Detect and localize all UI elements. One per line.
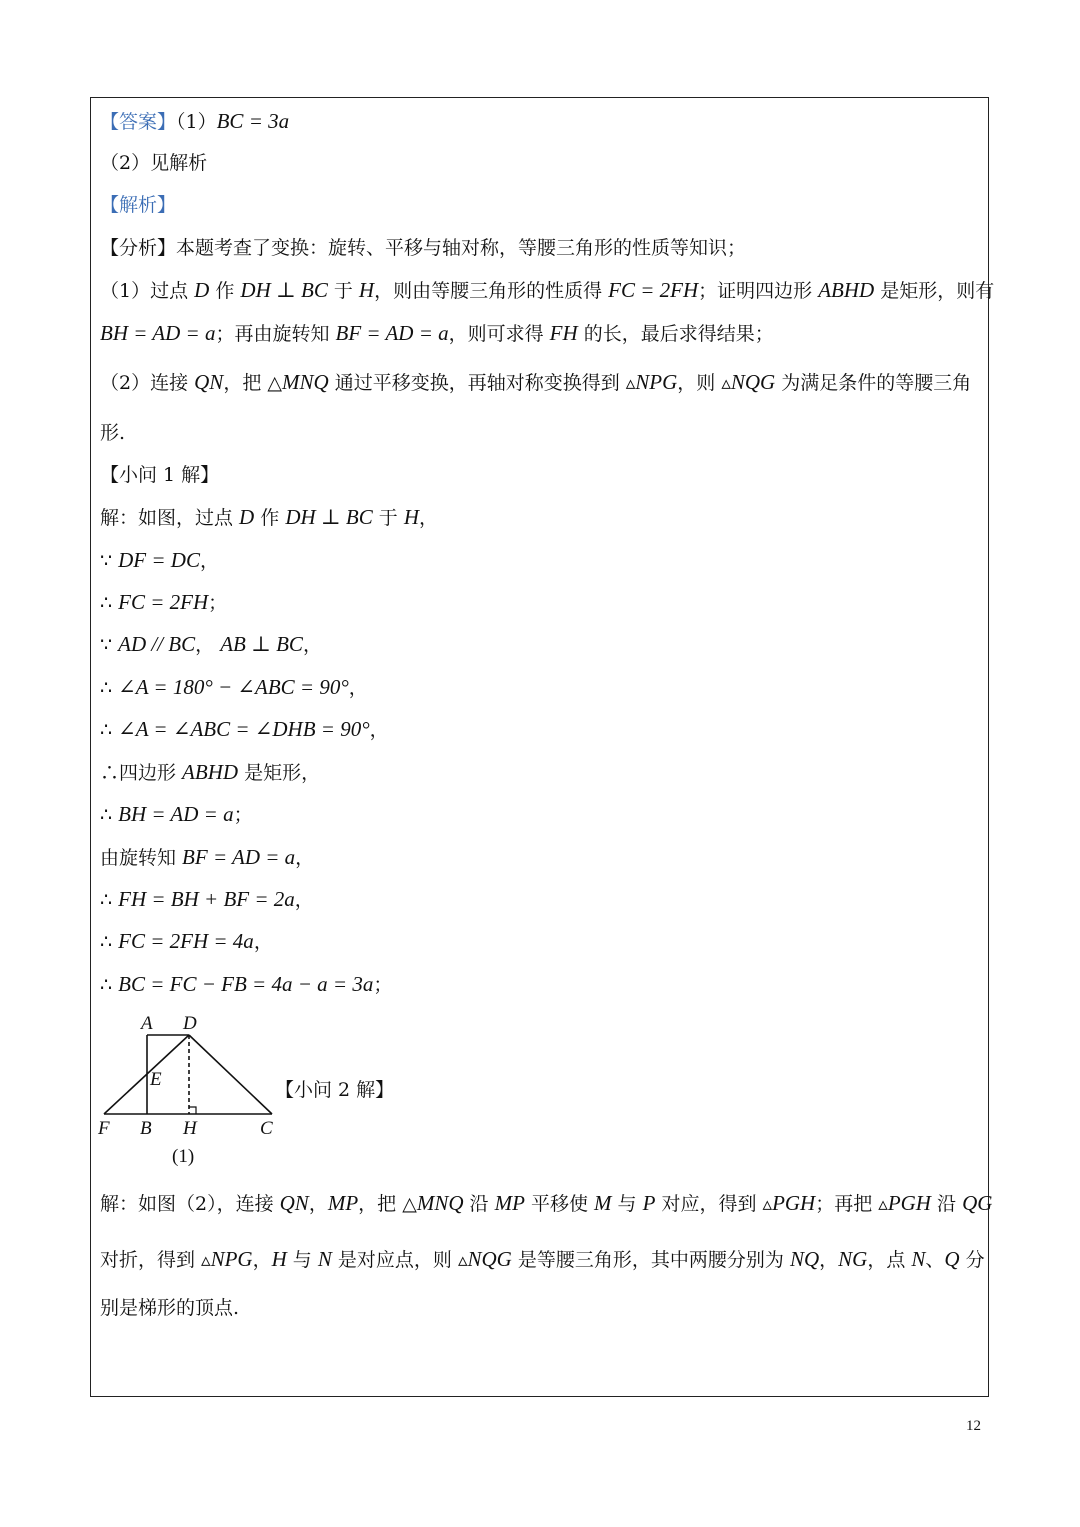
text-segment: 是矩形，则有 xyxy=(874,280,995,302)
math-expression: FC = 2FH xyxy=(118,590,209,614)
q1-line xyxy=(100,760,320,785)
text-segment: 是矩形， xyxy=(238,762,321,784)
math-expression: D xyxy=(194,278,210,302)
q2-tag: 【小问 2 解】 xyxy=(275,1079,395,1101)
text-segment: 对应，得到 ▵ xyxy=(655,1193,773,1215)
text-segment: ， xyxy=(253,931,273,953)
answer-part1-expr: BC = 3a xyxy=(216,109,290,133)
text-segment: 的长，最后求得结果； xyxy=(577,323,774,345)
q1-tag: 【小问 1 解】 xyxy=(100,464,220,486)
text-segment: 沿 xyxy=(930,1193,963,1215)
figure-caption: (1) xyxy=(172,1146,195,1167)
text-segment: 由旋转知 xyxy=(100,847,183,869)
text-segment: ，把 △ xyxy=(358,1193,417,1215)
q1-line xyxy=(100,972,392,997)
math-expression: BH = AD = a xyxy=(100,321,216,345)
fenxi-text: 本题考查了变换：旋转、平移与轴对称，等腰三角形的性质等知识； xyxy=(176,237,747,259)
text-segment: ； xyxy=(373,974,393,996)
label-d: D xyxy=(183,1013,197,1034)
text-segment: ， xyxy=(419,507,439,529)
math-expression: QN xyxy=(194,370,224,394)
text-segment: 于 xyxy=(327,280,359,302)
analysis-step2-line1 xyxy=(100,370,971,395)
text-segment: 作 xyxy=(254,507,286,529)
q1-line xyxy=(100,887,314,912)
math-expression: H xyxy=(403,505,419,529)
q1-line xyxy=(100,548,219,573)
math-expression: DF = DC xyxy=(118,548,200,572)
math-expression: H xyxy=(358,278,375,302)
text-segment: ，则由等腰三角形的性质得 xyxy=(374,280,609,302)
text-segment: ；再把 ▵ xyxy=(815,1193,888,1215)
math-expression: NQG xyxy=(467,1247,512,1271)
text-segment: 是对应点，则 ▵ xyxy=(331,1249,468,1271)
math-expression: ABHD xyxy=(818,278,875,302)
text-segment: ，则 ▵ xyxy=(677,372,731,394)
text-segment: 平移使 xyxy=(524,1193,595,1215)
q2-line-1 xyxy=(100,1191,992,1216)
math-expression: MP xyxy=(494,1191,525,1215)
math-expression: M xyxy=(594,1191,612,1215)
text-segment: ；再由旋转知 xyxy=(215,323,336,345)
text-segment: ∴ xyxy=(100,592,119,614)
text-segment: ， xyxy=(302,634,322,656)
text-segment: ；证明四边形 xyxy=(698,280,819,302)
math-expression: N xyxy=(911,1247,926,1271)
math-expression: NQ xyxy=(789,1247,820,1271)
text-segment: 是等腰三角形，其中两腰分别为 xyxy=(511,1249,790,1271)
answer-line-2: （2）见解析 xyxy=(100,152,208,174)
text-segment: ∵ xyxy=(100,550,119,572)
math-expression: NPG xyxy=(635,370,678,394)
q1-line xyxy=(100,675,368,700)
math-expression: DH ⊥ BC xyxy=(285,505,373,529)
text-segment: ，则可求得 xyxy=(448,323,550,345)
right-angle-mark xyxy=(189,1107,196,1114)
text-segment: 沿 xyxy=(463,1193,495,1215)
text-segment: ∴ xyxy=(100,931,119,953)
math-expression: BF = AD = a xyxy=(335,321,449,345)
analysis-tag: 【解析】 xyxy=(100,194,177,216)
text-segment: ∴ xyxy=(100,804,119,826)
analysis-step1-line1 xyxy=(100,278,994,303)
text-segment: ， xyxy=(294,889,314,911)
analysis-step1-line2 xyxy=(100,321,774,346)
math-expression: AB ⊥ BC xyxy=(220,632,303,656)
text-segment: ； xyxy=(208,592,228,614)
line-dc xyxy=(189,1035,272,1114)
text-segment: ，把 △ xyxy=(223,372,282,394)
text-segment: 通过平移变换，再轴对称变换得到 ▵ xyxy=(328,372,636,394)
text-segment: （2）连接 xyxy=(100,372,195,394)
geometry-figure xyxy=(96,1010,296,1170)
text-segment: 解：如图，过点 xyxy=(100,507,240,529)
text-segment: ， xyxy=(295,847,315,869)
math-expression: DH ⊥ BC xyxy=(240,278,328,302)
answer-tag: 【答案】 xyxy=(100,111,177,133)
math-expression: NPG xyxy=(210,1247,253,1271)
text-segment: 为满足条件的等腰三角 xyxy=(775,372,972,394)
text-segment: ，点 xyxy=(867,1249,912,1271)
page-number: 12 xyxy=(966,1418,981,1434)
q1-line xyxy=(100,802,253,827)
text-segment: ∴ xyxy=(100,974,119,996)
math-expression: PGH xyxy=(887,1191,931,1215)
text-segment: ， xyxy=(819,1249,839,1271)
label-a: A xyxy=(141,1013,153,1034)
q1-line xyxy=(100,505,438,530)
math-expression: ∠A = ∠ABC = ∠DHB = 90° xyxy=(118,717,370,741)
q1-line xyxy=(100,590,227,615)
q1-line xyxy=(100,717,389,742)
math-expression: N xyxy=(317,1247,332,1271)
text-segment: ∴ xyxy=(100,719,119,741)
text-segment: 分 xyxy=(959,1249,985,1271)
text-segment: ， xyxy=(252,1249,272,1271)
text-segment: 解：如图（2），连接 xyxy=(100,1193,280,1215)
math-expression: BC = FC − FB = 4a − a = 3a xyxy=(118,972,374,996)
analysis-step2-line2: 形. xyxy=(100,422,126,444)
math-expression: QG xyxy=(962,1191,993,1215)
math-expression: AD // BC xyxy=(118,632,196,656)
label-c: C xyxy=(260,1118,273,1139)
text-segment: 与 xyxy=(286,1249,318,1271)
analysis-summary xyxy=(100,236,746,260)
math-expression: FH xyxy=(549,321,578,345)
text-segment: ， xyxy=(195,634,221,656)
text-segment: 作 xyxy=(209,280,241,302)
text-segment: 、 xyxy=(925,1249,945,1271)
answer-part1-number: （1） xyxy=(176,111,217,133)
math-expression: FC = 2FH = 4a xyxy=(118,929,254,953)
q1-line xyxy=(100,929,273,954)
text-segment: 于 xyxy=(372,507,404,529)
math-expression: NG xyxy=(838,1247,868,1271)
text-segment: ， xyxy=(348,677,368,699)
math-expression: H xyxy=(271,1247,287,1271)
label-b: B xyxy=(140,1118,152,1139)
math-expression: D xyxy=(239,505,255,529)
math-expression: Q xyxy=(944,1247,960,1271)
math-expression: FH = BH + BF = 2a xyxy=(118,887,295,911)
q1-line xyxy=(100,845,314,870)
text-segment: ， xyxy=(308,1193,328,1215)
text-segment: ； xyxy=(233,804,253,826)
text-segment: ∵ xyxy=(100,634,119,656)
text-segment: 与 xyxy=(611,1193,643,1215)
math-expression: FC = 2FH xyxy=(608,278,699,302)
text-segment: （1）过点 xyxy=(100,280,195,302)
text-segment: ， xyxy=(199,550,219,572)
math-expression: BH = AD = a xyxy=(118,802,234,826)
label-h: H xyxy=(183,1118,197,1139)
text-segment: ∴四边形 xyxy=(100,762,183,784)
q2-line-2 xyxy=(100,1247,985,1272)
math-expression: MNQ xyxy=(281,370,329,394)
math-expression: MP xyxy=(327,1191,359,1215)
label-f: F xyxy=(98,1118,110,1139)
math-expression: QN xyxy=(279,1191,309,1215)
text-segment: ， xyxy=(369,719,389,741)
q1-line xyxy=(100,632,322,657)
answer-line-1 xyxy=(100,109,289,134)
math-expression: ∠A = 180° − ∠ABC = 90° xyxy=(118,675,349,699)
math-expression: BF = AD = a xyxy=(182,845,296,869)
math-expression: P xyxy=(642,1191,656,1215)
math-expression: ABHD xyxy=(182,760,239,784)
fenxi-tag: 【分析】 xyxy=(100,237,177,259)
math-expression: PGH xyxy=(772,1191,816,1215)
text-segment: ∴ xyxy=(100,677,119,699)
math-expression: NQG xyxy=(730,370,776,394)
label-e: E xyxy=(150,1069,162,1090)
text-segment: 对折，得到 ▵ xyxy=(100,1249,211,1271)
text-segment: ∴ xyxy=(100,889,119,911)
math-expression: MNQ xyxy=(416,1191,464,1215)
q2-line-3: 别是梯形的顶点. xyxy=(100,1297,240,1319)
